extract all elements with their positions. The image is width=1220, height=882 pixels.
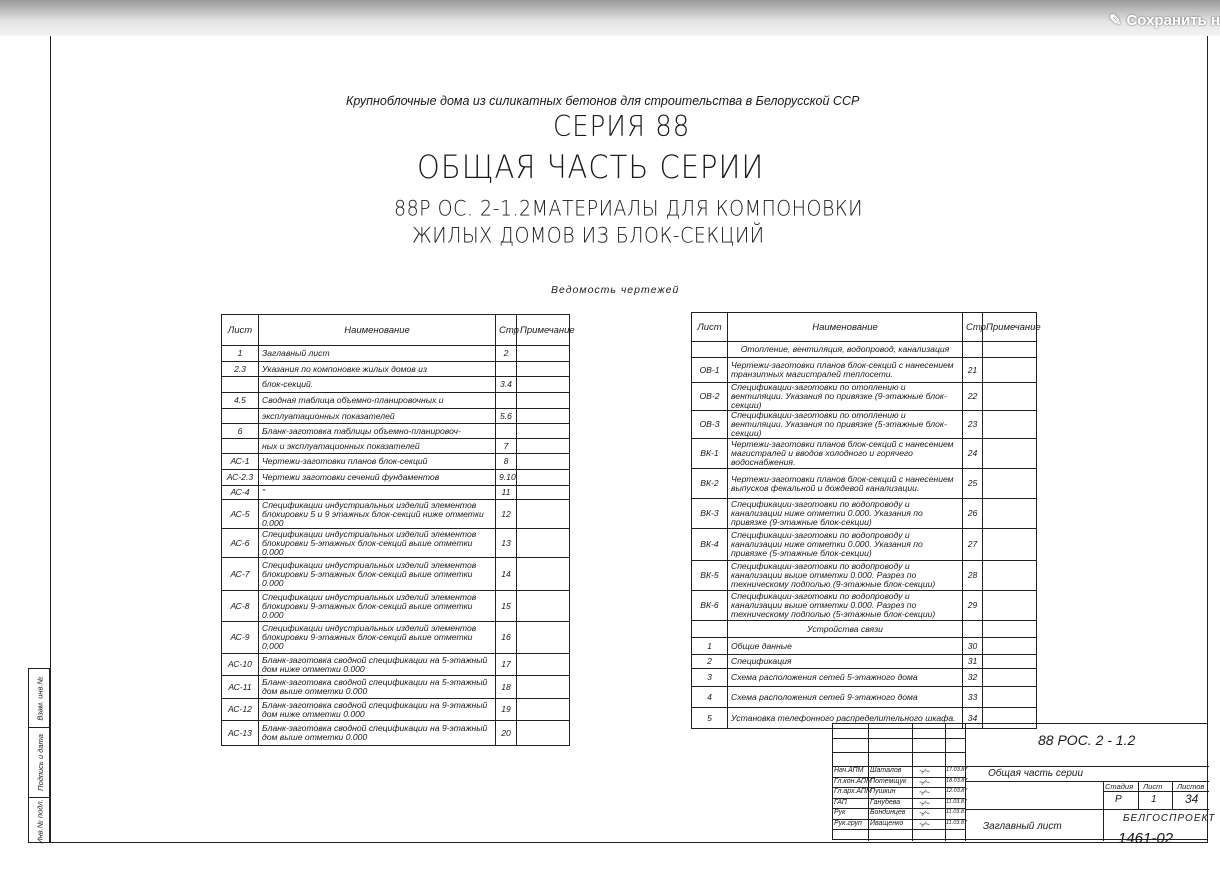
row-name: Спецификации-заготовки по отоплению и вентиляции. Указания по привязке (9-этажные блок-секции) — [728, 383, 963, 411]
row-sheet — [222, 409, 259, 424]
save-button[interactable] — [1109, 11, 1220, 29]
row-name: Бланк-заготовка таблицы объемно-планировоч- — [259, 424, 496, 439]
sheet-title: Заглавный лист — [983, 821, 1062, 832]
row-page — [496, 393, 517, 409]
row-name: Указания по компоновке жилых домов из — [259, 362, 496, 377]
row-sheet: АС-1 — [222, 454, 259, 470]
row-note — [983, 529, 1037, 561]
row-note — [517, 529, 570, 558]
table-row — [692, 591, 1037, 621]
sheets-value: 34 — [1185, 792, 1199, 806]
row-sheet: АС-10 — [222, 654, 259, 676]
row-sheet: АС-11 — [222, 676, 259, 699]
signer-date: 18.03.87 — [946, 777, 968, 784]
row-note — [983, 669, 1037, 687]
row-page: 9.10 — [496, 470, 517, 486]
col-sheet: Лист — [692, 313, 728, 342]
row-sheet: 2 — [692, 655, 728, 669]
drawing-list-title: Ведомость чертежей — [551, 284, 680, 296]
row-name: " — [259, 486, 496, 500]
row-sheet: ВК-4 — [692, 529, 728, 561]
signature-mark: ~∕~ — [919, 819, 930, 829]
document-subtitle: Крупноблочные дома из силикатных бетонов для строительства в Белорусской ССР — [346, 94, 860, 108]
signer-name: Ганубева — [870, 798, 901, 806]
row-name: Бланк-заготовка сводной спецификации на 9-этажный дом выше отметки 0.000 — [259, 721, 496, 746]
row-page-circled: 34 — [963, 708, 983, 729]
table-row — [692, 655, 1037, 669]
row-name: Чертежи-заготовки планов блок-секций — [259, 454, 496, 470]
row-note — [517, 486, 570, 500]
row-note — [517, 377, 570, 393]
row-sheet: ВК-6 — [692, 591, 728, 621]
row-sheet: 4 — [692, 687, 728, 708]
row-name: Заглавный лист — [259, 346, 496, 362]
row-page: 29 — [963, 591, 983, 621]
row-name: Спецификации-заготовки по водопроводу и канализации выше отметки 0.000. Разрез по техническому подполью (5-этажные блок-секции) — [728, 591, 963, 621]
row-name: Общие данные — [728, 638, 963, 655]
signer-date: 12.03.87 — [946, 788, 968, 794]
table-row — [692, 638, 1037, 655]
row-note — [517, 409, 570, 424]
signer-role: ГАП — [834, 798, 847, 806]
row-sheet: ВК-2 — [692, 469, 728, 499]
row-note — [517, 654, 570, 676]
row-sheet: 6 — [222, 424, 259, 439]
signer-name: Потемщук — [870, 777, 907, 785]
row-page: 17 — [496, 654, 517, 676]
row-page: 7 — [496, 439, 517, 454]
row-page: 32 — [963, 669, 983, 687]
row-note — [517, 699, 570, 721]
row-note — [983, 383, 1037, 411]
row-name: Чертежи-заготовки планов блок-секций с нанесением выпусков фекальной и дождевой канализации. — [728, 469, 963, 499]
signer-role: Нач.АПМ — [834, 767, 864, 774]
stamp-cell — [29, 727, 51, 797]
col-name: Наименование — [728, 313, 963, 342]
sheets-label: Листов — [1177, 782, 1205, 791]
table-row — [222, 500, 570, 529]
row-name: Спецификации-заготовки по водопроводу и канализации ниже отметки 0.000. Указания по привязке (9-этажные блок-секции) — [728, 499, 963, 529]
row-name: блок-секций. — [259, 377, 496, 393]
part-title: ОБЩАЯ ЧАСТЬ СЕРИИ — [417, 148, 765, 186]
row-name: Схема расположения сетей 5-этажного дома — [728, 669, 963, 687]
table-row — [222, 346, 570, 362]
table-row — [222, 454, 570, 470]
row-name: Спецификации-заготовки по отоплению и вентиляции. Указания по привязке (5-этажные блок-секции) — [728, 411, 963, 439]
row-name: Спецификации индустриальных изделий элементов блокировки 5-этажных блок-секций выше отметки 0.000 — [259, 529, 496, 558]
col-name: Наименование — [259, 315, 496, 346]
signer-date: 11.03.87 — [946, 798, 968, 805]
stamp-cell — [29, 797, 51, 844]
document-code: 88 РОС. 2 - 1.2 — [1038, 732, 1136, 748]
table-row — [692, 561, 1037, 591]
row-name: Бланк-заготовка сводной спецификации на 9-этажный дом ниже отметки 0.000 — [259, 699, 496, 721]
table-row — [222, 699, 570, 721]
row-sheet: АС-13 — [222, 721, 259, 746]
row-page: 12 — [496, 500, 517, 529]
row-sheet: ОВ-3 — [692, 411, 728, 439]
table-row — [222, 362, 570, 377]
row-sheet — [692, 342, 728, 358]
row-sheet — [692, 621, 728, 638]
row-note — [983, 469, 1037, 499]
row-sheet: АС-5 — [222, 500, 259, 529]
row-page: 8 — [496, 454, 517, 470]
row-note — [983, 591, 1037, 621]
row-name: Спецификации индустриальных изделий элементов блокировки 9-этажных блок-секций выше отметки 0.000 — [259, 622, 496, 654]
row-sheet: 1 — [692, 638, 728, 655]
row-page: 3.4 — [496, 377, 517, 393]
organization: БЕЛГОСПРОЕКТ — [1123, 813, 1216, 824]
row-sheet: АС-6 — [222, 529, 259, 558]
table-header — [692, 313, 1037, 342]
row-page: 20 — [496, 721, 517, 746]
row-page: 22 — [963, 383, 983, 411]
document-code-title: 88Р ОС. 2-1.2МАТЕРИАЛЫ ДЛЯ КОМПОНОВКИ — [394, 196, 864, 222]
table-row — [692, 621, 1037, 638]
row-note — [517, 622, 570, 654]
row-note — [517, 500, 570, 529]
row-name: эксплуатационных показателей — [259, 409, 496, 424]
row-sheet: АС-8 — [222, 591, 259, 622]
row-page: 13 — [496, 529, 517, 558]
signer-date: 11.03.87 — [946, 809, 968, 815]
table-row — [692, 383, 1037, 411]
row-name: ных и эксплуатационных показателей — [259, 439, 496, 454]
row-page: 18 — [496, 676, 517, 699]
row-page: 21 — [963, 358, 983, 383]
table-row — [222, 558, 570, 591]
stamp-label: Взам. инв.№ — [35, 675, 45, 721]
stage-value: Р — [1115, 794, 1122, 805]
row-note — [517, 591, 570, 622]
row-name: Спецификации индустриальных изделий элементов блокировки 9-этажных блок-секций выше отметки 0.000 — [259, 591, 496, 622]
row-note — [517, 721, 570, 746]
row-note — [983, 621, 1037, 638]
row-sheet: АС-2.3 — [222, 470, 259, 486]
document-code-title-2: ЖИЛЫХ ДОМОВ ИЗ БЛОК-СЕКЦИЙ — [412, 223, 765, 249]
title-block — [832, 723, 1216, 840]
table-row — [692, 499, 1037, 529]
signer-date: 17.03.87 — [946, 767, 968, 773]
row-note — [983, 655, 1037, 669]
row-name: Бланк-заготовка сводной спецификации на 5-этажный дом выше отметки 0.000 — [259, 676, 496, 699]
signer-name: Пушкин — [870, 788, 896, 795]
row-page: 33 — [963, 687, 983, 708]
row-name: Установка телефонного распределительного шкафа. — [728, 708, 963, 729]
row-name: Спецификации-заготовки по водопроводу и канализации выше отметки 0.000. Разрез по техническому подполью (9-этажные блок-секции) — [728, 561, 963, 591]
row-sheet: ВК-5 — [692, 561, 728, 591]
signature-mark: ~∕~ — [919, 809, 930, 818]
save-label: Сохранить н — [1126, 11, 1220, 29]
row-sheet: АС-9 — [222, 622, 259, 654]
row-sheet: 2.3 — [222, 362, 259, 377]
row-sheet: АС-7 — [222, 558, 259, 591]
row-name: Схема расположения сетей 9-этажного дома — [728, 687, 963, 708]
row-page: 26 — [963, 499, 983, 529]
table-row — [222, 622, 570, 654]
row-note — [983, 638, 1037, 655]
signature-mark: ~∕~ — [919, 788, 930, 797]
table-row — [222, 409, 570, 424]
row-note — [983, 411, 1037, 439]
series-title: СЕРИЯ 88 — [553, 110, 691, 144]
row-page: 31 — [963, 655, 983, 669]
signer-name: Бондинцев — [870, 809, 906, 816]
row-page: 27 — [963, 529, 983, 561]
table-row — [692, 687, 1037, 708]
row-page: 25 — [963, 469, 983, 499]
save-icon: ✎ — [1108, 12, 1122, 29]
row-note — [983, 358, 1037, 383]
row-page: 23 — [963, 411, 983, 439]
row-page: 30 — [963, 638, 983, 655]
row-name: Отопление, вентиляция, водопровод, канализация — [728, 342, 963, 358]
table-row — [222, 676, 570, 699]
table-header — [222, 315, 570, 346]
row-note — [517, 676, 570, 699]
row-name: Бланк-заготовка сводной спецификации на 5-этажный дом ниже отметки 0.000 — [259, 654, 496, 676]
row-page: 11 — [496, 486, 517, 500]
table-row — [222, 721, 570, 746]
row-sheet: АС-4 — [222, 486, 259, 500]
table-row — [692, 439, 1037, 469]
table-row — [692, 469, 1037, 499]
row-sheet: АС-12 — [222, 699, 259, 721]
signer-role: Гл.арх.АПМ — [834, 788, 872, 795]
table-row — [692, 411, 1037, 439]
table-row — [222, 591, 570, 622]
row-sheet: ВК-3 — [692, 499, 728, 529]
signer-role: Гл.кон.АПМ — [834, 777, 872, 785]
table-row — [222, 470, 570, 486]
row-sheet: ОВ-1 — [692, 358, 728, 383]
signature-mark: ~∕~ — [919, 798, 930, 808]
row-note — [517, 424, 570, 439]
row-sheet — [222, 377, 259, 393]
row-note — [983, 561, 1037, 591]
row-note — [517, 470, 570, 486]
row-sheet: 3 — [692, 669, 728, 687]
row-note — [517, 558, 570, 591]
sheet-value: 1 — [1151, 794, 1157, 805]
row-note — [983, 499, 1037, 529]
row-page: 16 — [496, 622, 517, 654]
signer-date: 11.03.87 — [946, 819, 968, 826]
table-row — [222, 654, 570, 676]
stage-label: Стадия — [1105, 782, 1134, 791]
row-note — [983, 687, 1037, 708]
row-name: Чертежи-заготовки планов блок-секций с нанесением магистралей и вводов холодного и горячего водоснабжения. — [728, 439, 963, 469]
row-sheet: ОВ-2 — [692, 383, 728, 411]
signature-mark: ~∕~ — [919, 767, 930, 776]
row-page — [496, 362, 517, 377]
row-page: 19 — [496, 699, 517, 721]
signature-mark: ~∕~ — [919, 777, 930, 787]
table-row — [222, 486, 570, 500]
row-name: Спецификации индустриальных изделий элементов блокировки 5-этажных блок-секций выше отметки 0.000 — [259, 558, 496, 591]
col-page: Стр — [496, 315, 517, 346]
row-note — [517, 362, 570, 377]
row-sheet: 1 — [222, 346, 259, 362]
table-row — [692, 342, 1037, 358]
row-page: 28 — [963, 561, 983, 591]
row-page — [963, 621, 983, 638]
document-part: Общая часть серии — [988, 768, 1084, 779]
row-name: Спецификации индустриальных изделий элементов блокировки 5 и 9 этажных блок-секций ниже отметки 0.000 — [259, 500, 496, 529]
row-name: Сводная таблица объемно-планировочных и — [259, 393, 496, 409]
row-note — [517, 393, 570, 409]
row-page — [963, 342, 983, 358]
row-name: Чертежи-заготовки планов блок-секций с нанесением транзитных магистралей теплосети. — [728, 358, 963, 383]
row-sheet — [222, 439, 259, 454]
row-page: 15 — [496, 591, 517, 622]
side-stamp — [28, 668, 50, 843]
row-page: 24 — [963, 439, 983, 469]
row-page — [496, 424, 517, 439]
row-note — [517, 346, 570, 362]
drawing-list-table-left — [221, 314, 575, 746]
table-row — [222, 424, 570, 439]
archive-number: 1461-02 — [1118, 830, 1174, 847]
table-row — [222, 439, 570, 454]
row-page: 2 — [496, 346, 517, 362]
signer-role: Рук — [834, 809, 846, 816]
row-page: 5.6 — [496, 409, 517, 424]
table-row — [692, 669, 1037, 687]
stamp-label: Подпись и дата — [35, 734, 45, 791]
col-sheet: Лист — [222, 315, 259, 346]
browser-overlay-bar — [0, 0, 1220, 36]
row-name: Спецификации-заготовки по водопроводу и канализации ниже отметки 0.000. Указания по привязке (5-этажные блок-секции) — [728, 529, 963, 561]
signer-name: Иващенко — [870, 819, 904, 827]
col-note: Примечание — [983, 313, 1037, 342]
row-name: Устройства связи — [728, 621, 963, 638]
stamp-cell — [29, 669, 51, 727]
table-row — [692, 529, 1037, 561]
row-name: Чертежи заготовки сечений фундаментов — [259, 470, 496, 486]
table-row — [222, 377, 570, 393]
col-note: Примечание — [517, 315, 570, 346]
stamp-label: Инв.№ подл. — [35, 798, 45, 844]
table-row — [222, 393, 570, 409]
row-note — [983, 342, 1037, 358]
row-sheet: ВК-1 — [692, 439, 728, 469]
row-note — [517, 454, 570, 470]
row-sheet: 5 — [692, 708, 728, 729]
table-row — [222, 529, 570, 558]
row-sheet: 4.5 — [222, 393, 259, 409]
col-page: Стр — [963, 313, 983, 342]
row-note — [517, 439, 570, 454]
signer-role: Рук.груп — [834, 819, 862, 827]
signer-name: Шаталов — [870, 767, 902, 774]
table-row — [692, 358, 1037, 383]
sheet-label: Лист — [1143, 782, 1163, 791]
row-name: Спецификация — [728, 655, 963, 669]
row-note — [983, 439, 1037, 469]
row-page: 14 — [496, 558, 517, 591]
drawing-list-table-right — [691, 312, 1041, 729]
